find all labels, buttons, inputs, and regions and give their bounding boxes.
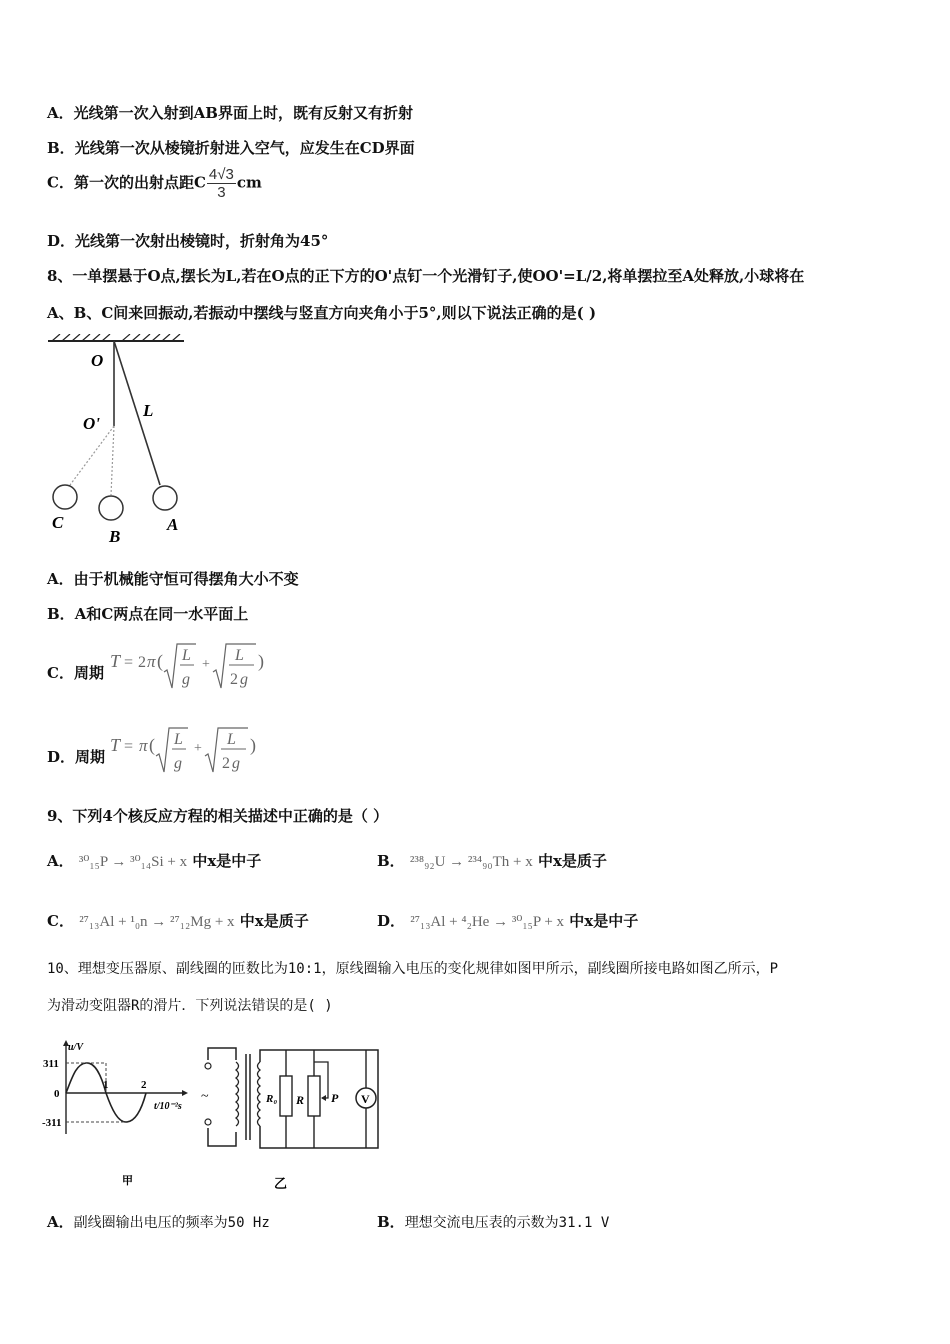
option-text: 周期 xyxy=(75,748,106,766)
q9-option-c xyxy=(47,910,309,931)
option-desc: 中x是中子 xyxy=(192,852,262,870)
option-desc: 中x是中子 xyxy=(569,912,639,930)
option-label: B． xyxy=(377,852,405,870)
label-A: A xyxy=(167,515,179,534)
tick-0: 0 xyxy=(54,1088,60,1100)
period-formula-d xyxy=(110,722,270,780)
option-text: 由于机械能守恒可得摆角大小不变 xyxy=(73,570,299,588)
q7-option-a xyxy=(47,102,413,123)
svg-text:L: L xyxy=(182,647,191,664)
label-L: L xyxy=(143,401,154,420)
q10-option-b xyxy=(377,1211,609,1232)
option-text: 光线第一次入射到AB界面上时，既有反射又有折射 xyxy=(73,104,413,122)
voltmeter-icon: V xyxy=(361,1092,370,1106)
q8-option-d xyxy=(47,746,105,767)
nuclear-equation-b: ²³⁸₉₂U → ²³⁴₉₀Th + x xyxy=(409,854,533,870)
svg-text:T: T xyxy=(110,651,121,671)
q10-stem-line1: 10、理想变压器原、副线圈的匝数比为10:1，原线圈输入电压的变化规律如图甲所示，副线圈所接电路如图乙所示，P xyxy=(47,961,778,977)
tick-1: 1 xyxy=(103,1079,109,1091)
svg-text:g: g xyxy=(174,755,182,772)
q7-option-c xyxy=(47,166,262,201)
unit-cm: cm xyxy=(236,173,262,192)
label-P: P xyxy=(331,1091,339,1105)
period-formula-c xyxy=(110,638,270,696)
svg-text:2: 2 xyxy=(222,755,230,772)
svg-text:): ) xyxy=(250,735,256,755)
svg-text:L: L xyxy=(235,647,244,664)
nuclear-equation-c: ²⁷₁₃Al + ¹₀n → ²⁷₁₂Mg + x xyxy=(79,914,235,930)
option-label: D． xyxy=(47,748,76,766)
q10-stem-line2: 为滑动变阻器R的滑片．下列说法错误的是( ) xyxy=(47,998,333,1014)
option-label: A． xyxy=(47,104,74,122)
label-R: R xyxy=(296,1093,305,1107)
svg-text:+: + xyxy=(194,741,202,756)
label-O-prime: O' xyxy=(83,414,100,433)
option-text: 理想交流电压表的示数为31.1 V xyxy=(404,1215,610,1231)
svg-text:g: g xyxy=(240,671,248,688)
q8-option-c xyxy=(47,662,104,683)
axis-label-t: t/10⁻²s xyxy=(154,1101,182,1112)
transformer-circuit-figure xyxy=(196,1040,386,1190)
voltage-waveform-figure xyxy=(42,1038,192,1188)
q9-option-a xyxy=(47,850,261,871)
q10-option-a xyxy=(47,1211,270,1232)
tick-2: 2 xyxy=(141,1079,147,1091)
svg-text:π: π xyxy=(139,736,148,755)
svg-text:π: π xyxy=(147,652,156,671)
pendulum-figure xyxy=(44,334,189,549)
option-label: D． xyxy=(377,912,406,930)
option-label: C． xyxy=(47,664,74,682)
nuclear-equation-a: ³⁰₁₅P → ³⁰₁₄Si + x xyxy=(78,854,188,870)
option-text: 光线第一次射出棱镜时，折射角为45° xyxy=(75,232,329,250)
q8-option-a xyxy=(47,568,299,589)
option-text: 周期 xyxy=(73,664,104,682)
option-desc: 中x是质子 xyxy=(239,912,309,930)
option-text: 副线圈输出电压的频率为50 Hz xyxy=(73,1215,270,1231)
caption-yi: 乙 xyxy=(274,1176,288,1190)
option-label: A． xyxy=(47,1213,74,1231)
caption-jia: 甲 xyxy=(122,1175,133,1187)
label-B: B xyxy=(109,527,121,546)
svg-text:+: + xyxy=(202,657,210,672)
svg-text:g: g xyxy=(182,671,190,688)
svg-text:(: ( xyxy=(157,651,163,671)
option-label: A． xyxy=(47,852,74,870)
option-text: A和C两点在同一水平面上 xyxy=(74,605,249,623)
q7-option-d xyxy=(47,230,328,251)
tick-minus-311: -311 xyxy=(42,1117,62,1129)
nuclear-equation-d: ²⁷₁₃Al + ⁴₂He → ³⁰₁₅P + x xyxy=(410,914,565,930)
label-O: O xyxy=(91,351,104,370)
q8-stem-line2: A、B、C间来回振动,若振动中摆线与竖直方向夹角小于5°,则以下说法正确的是( ) xyxy=(47,304,597,322)
svg-text:=: = xyxy=(124,738,134,755)
ac-source-icon: ~ xyxy=(201,1089,209,1104)
label-C: C xyxy=(52,513,64,532)
option-text: 第一次的出射点距C xyxy=(73,173,206,192)
svg-text:): ) xyxy=(258,651,264,671)
tick-311: 311 xyxy=(43,1058,59,1070)
svg-text:L: L xyxy=(174,731,183,748)
q9-stem: 9、下列4个核反应方程的相关描述中正确的是（ ） xyxy=(47,807,389,825)
svg-text:(: ( xyxy=(149,735,155,755)
label-R0: R₀ xyxy=(266,1093,278,1105)
svg-text:T: T xyxy=(110,735,121,755)
option-label: B． xyxy=(47,605,75,623)
svg-text:g: g xyxy=(232,755,240,772)
option-label: B． xyxy=(377,1213,405,1231)
option-label: C． xyxy=(47,173,74,192)
svg-text:=: = xyxy=(124,654,134,671)
option-label: A． xyxy=(47,570,74,588)
q7-option-b xyxy=(47,137,415,158)
q9-option-b xyxy=(377,850,607,871)
q9-option-d xyxy=(377,910,638,931)
q8-option-b xyxy=(47,603,248,624)
svg-text:L: L xyxy=(227,731,236,748)
svg-text:2: 2 xyxy=(230,671,238,688)
option-label: B． xyxy=(47,139,75,157)
axis-label-u: u/V xyxy=(68,1042,84,1053)
option-label: C． xyxy=(47,912,74,930)
fraction-4root3-over-3: $\frac{4√3}{3}$ xyxy=(208,166,234,201)
q8-stem-line1: 8、一单摆悬于O点,摆长为L,若在O点的正下方的O'点钉一个光滑钉子,使OO'=L/2,将单摆拉至A处释放,小球将在 xyxy=(47,267,805,285)
svg-text:2: 2 xyxy=(138,654,146,671)
option-label: D． xyxy=(47,232,76,250)
option-text: 光线第一次从棱镜折射进入空气，应发生在CD界面 xyxy=(74,139,415,157)
option-desc: 中x是质子 xyxy=(537,852,607,870)
